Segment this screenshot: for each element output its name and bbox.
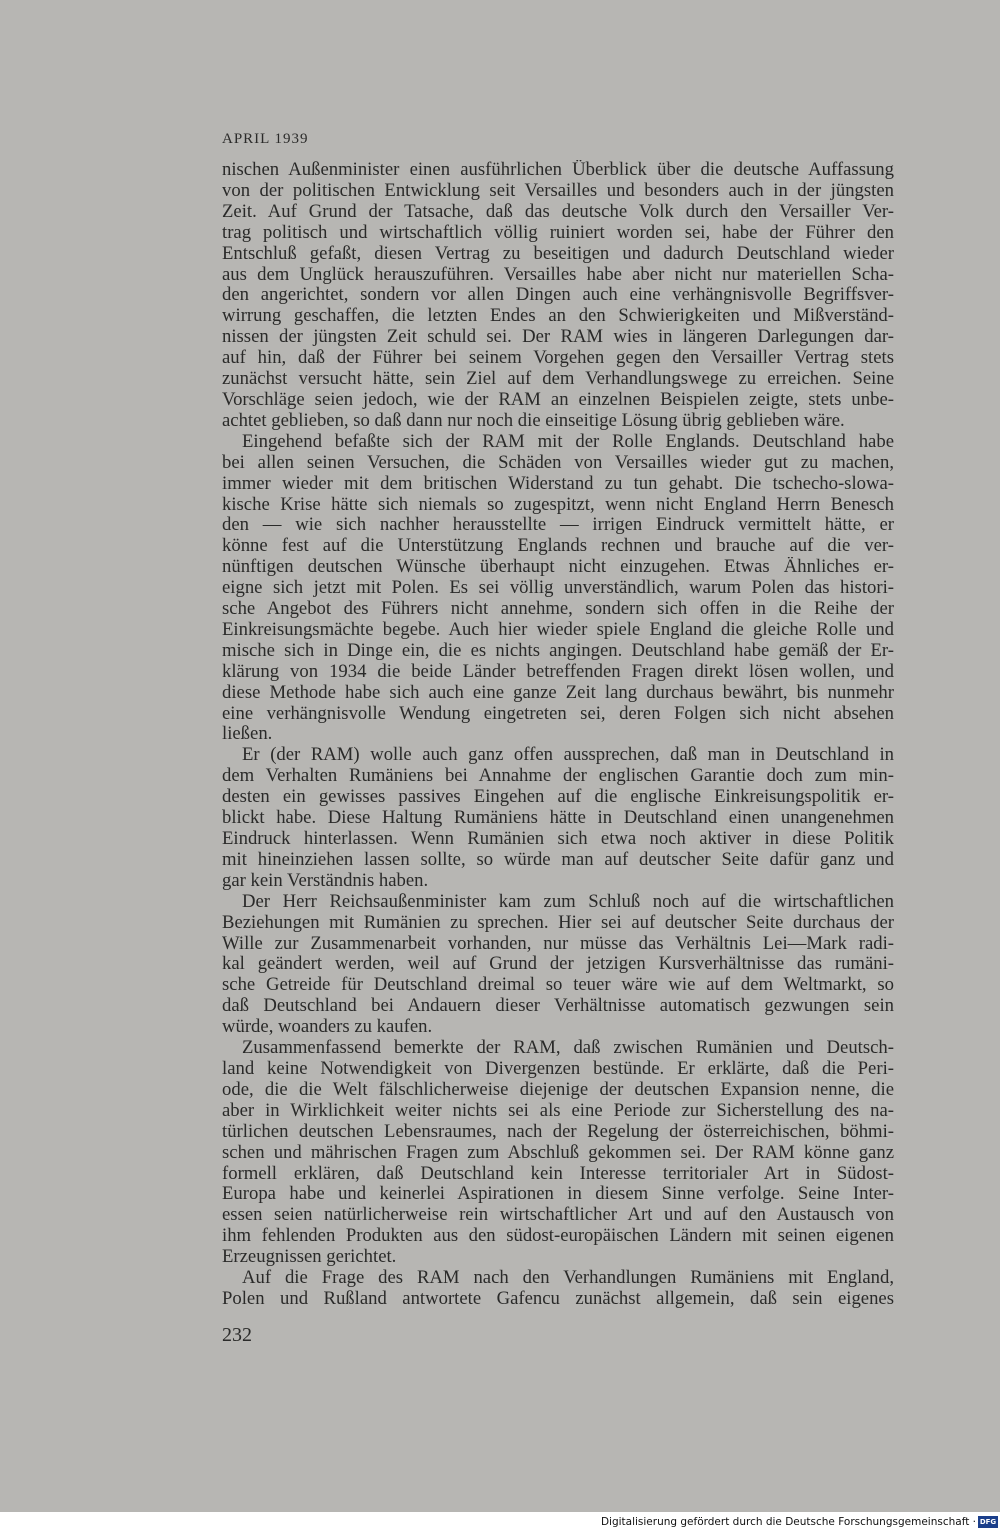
paragraph	[222, 1038, 894, 1268]
text-line: gar kein Verständnis haben.	[222, 870, 429, 891]
text-line: diese Methode habe sich auch eine ganze Zeit lang durchaus bewährt, bis nunmehr	[222, 682, 894, 703]
text-line: eine verhängnisvolle Wendung eingetreten sei, deren Folgen sich nicht absehen	[222, 703, 894, 724]
text-line: eigne sich jetzt mit Polen. Es sei völlig unverständlich, warum Polen das histori-	[222, 578, 894, 599]
text-line: kische Krise hätte sich niemals so zugespitzt, wenn nicht England Herrn Benesch	[222, 494, 894, 515]
text-line: nissen der jüngsten Zeit schuld sei. Der RAM wies in längeren Darlegungen dar-	[222, 327, 894, 348]
text-line: Beziehungen mit Rumänien zu sprechen. Hier sei auf deutscher Seite durchaus der	[222, 912, 894, 933]
text-line: daß Deutschland bei Andauern dieser Verhältnisse automatisch gezwungen sein	[222, 996, 894, 1017]
text-line: den angerichtet, sondern vor allen Dingen auch eine verhängnisvolle Begriffsver-	[222, 285, 894, 306]
text-line: land keine Notwendigkeit von Divergenzen bestünde. Er erklärte, daß die Peri-	[222, 1058, 894, 1079]
paragraph	[222, 1268, 894, 1310]
text-line: Vorschläge seien jedoch, wie der RAM an einzelnen Beispielen zeigte, stets unbe-	[222, 389, 894, 410]
body-text	[222, 160, 894, 1310]
text-line: Polen und Rußland antwortete Gafencu zunächst allgemein, daß sein eigenes	[222, 1288, 894, 1309]
text-line: Zusammenfassend bemerkte der RAM, daß zwischen Rumänien und Deutsch-	[242, 1038, 894, 1059]
text-line: aber in Wirklichkeit weiter nichts sei als eine Periode zur Sicherstellung des na-	[222, 1100, 894, 1121]
text-line: klärung von 1934 die beide Länder betreffenden Fragen direkt lösen wollen, und	[222, 661, 894, 682]
text-line: achtet geblieben, so daß dann nur noch die einseitige Lösung übrig geblieben wäre.	[222, 410, 845, 431]
text-line: Entschluß gefaßt, diesen Vertrag zu beseitigen und dadurch Deutschland wieder	[222, 243, 894, 264]
text-line: aus dem Unglück herauszuführen. Versailles habe aber nicht nur materiellen Scha-	[222, 264, 894, 285]
text-line: Wille zur Zusammenarbeit vorhanden, nur müsse das Verhältnis Lei—Mark radi-	[222, 933, 894, 954]
paragraph	[222, 160, 894, 432]
text-line: nischen Außenminister einen ausführlichen Überblick über die deutsche Auffassung	[222, 160, 894, 180]
text-line: auf hin, daß der Führer bei seinem Vorgehen gegen den Versailler Vertrag stets	[222, 348, 894, 369]
text-line: nünftigen deutschen Wünsche überhaupt nicht einzugehen. Etwas Ähnliches er-	[222, 557, 894, 578]
page-number: 232	[222, 1324, 252, 1346]
text-line: mit hineinziehen lassen sollte, so würde man auf deutscher Seite dafür ganz und	[222, 849, 894, 870]
text-line: sche Angebot des Führers nicht annehme, sondern sich offen in die Reihe der	[222, 599, 894, 620]
text-line: Er (der RAM) wolle auch ganz offen aussprechen, daß man in Deutschland in	[242, 745, 894, 766]
paragraph	[222, 892, 894, 1038]
running-head: APRIL 1939	[222, 131, 309, 147]
text-line: Einkreisungsmächte begebe. Auch hier wieder spiele England die gleiche Rolle und	[222, 619, 894, 640]
text-line: den — wie sich nachher herausstellte — irrigen Eindruck vermittelt hätte, er	[222, 515, 894, 536]
text-line: immer wieder mit dem britischen Widerstand zu tun gehabt. Die tschecho-slowa-	[222, 473, 894, 494]
paragraph	[222, 432, 894, 746]
text-line: wirrung geschaffen, die letzten Endes an den Schwierigkeiten und Mißverständ-	[222, 306, 894, 327]
text-line: Erzeugnissen gerichtet.	[222, 1247, 397, 1268]
text-line: desten ein gewisses passives Eingehen auf die englische Einkreisungspolitik er-	[222, 787, 894, 808]
text-line: von der politischen Entwicklung seit Versailles und besonders auch in der jüngsten	[222, 180, 894, 201]
text-line: essen seien natürlicherweise rein wirtschaftlicher Art und auf den Austausch von	[222, 1205, 894, 1226]
text-line: Eingehend befaßte sich der RAM mit der Rolle Englands. Deutschland habe	[242, 431, 894, 452]
text-line: kal geändert werden, weil auf Grund der jetzigen Kursverhältnisse das rumäni-	[222, 954, 894, 975]
text-line: bei allen seinen Versuchen, die Schäden von Versailles wieder gut zu machen,	[222, 452, 894, 473]
paragraph	[222, 745, 894, 891]
text-line: ihm fehlenden Produkten aus den südost-europäischen Ländern mit seinen eigenen	[222, 1226, 894, 1247]
text-line: türlichen deutschen Lebensraumes, nach der Regelung der österreichischen, böhmi-	[222, 1121, 894, 1142]
text-line: Europa habe und keinerlei Aspirationen in diesem Sinne verfolge. Seine Inter-	[222, 1184, 894, 1205]
text-line: trag politisch und wirtschaftlich völlig ruiniert worden sei, habe der Führer den	[222, 222, 894, 243]
text-line: formell erklären, daß Deutschland kein Interesse territorialer Art in Südost-	[222, 1163, 894, 1184]
text-line: Zeit. Auf Grund der Tatsache, daß das deutsche Volk durch den Versailler Ver-	[222, 201, 894, 222]
footer-credit: Digitalisierung gefördert durch die Deutsche Forschungsgemeinschaft ·	[600, 1516, 976, 1528]
text-line: Eindruck hinterlassen. Wenn Rumänien sich etwa noch aktiver in diese Politik	[222, 829, 894, 849]
text-line: mische sich in Dinge ein, die es nichts angingen. Deutschland habe gemäß der Er-	[222, 640, 894, 661]
text-line: zunächst versucht hätte, sein Ziel auf dem Verhandlungswege zu erreichen. Seine	[222, 369, 894, 390]
text-line: würde, woanders zu kaufen.	[222, 1017, 433, 1038]
text-line: könne fest auf die Unterstützung Englands rechnen und brauche auf die ver-	[222, 536, 894, 557]
text-line: ließen.	[222, 724, 273, 745]
text-line: blickt habe. Diese Haltung Rumäniens hätte in Deutschland einen unangenehmen	[222, 808, 894, 829]
text-line: Auf die Frage des RAM nach den Verhandlungen Rumäniens mit England,	[242, 1268, 894, 1289]
text-line: dem Verhalten Rumäniens bei Annahme der englischen Garantie doch zum min-	[222, 766, 894, 787]
text-line: ode, die die Welt fälschlicherweise diejenige der deutschen Expansion nenne, die	[222, 1079, 894, 1100]
text-line: Der Herr Reichsaußenminister kam zum Schluß noch auf die wirtschaftlichen	[242, 891, 894, 912]
text-line: sche Getreide für Deutschland dreimal so teuer wäre wie auf dem Weltmarkt, so	[222, 975, 894, 996]
text-line: schen und mährischen Fragen zum Abschluß gekommen sei. Der RAM könne ganz	[222, 1142, 894, 1163]
dfg-logo: DFG	[979, 1518, 997, 1526]
